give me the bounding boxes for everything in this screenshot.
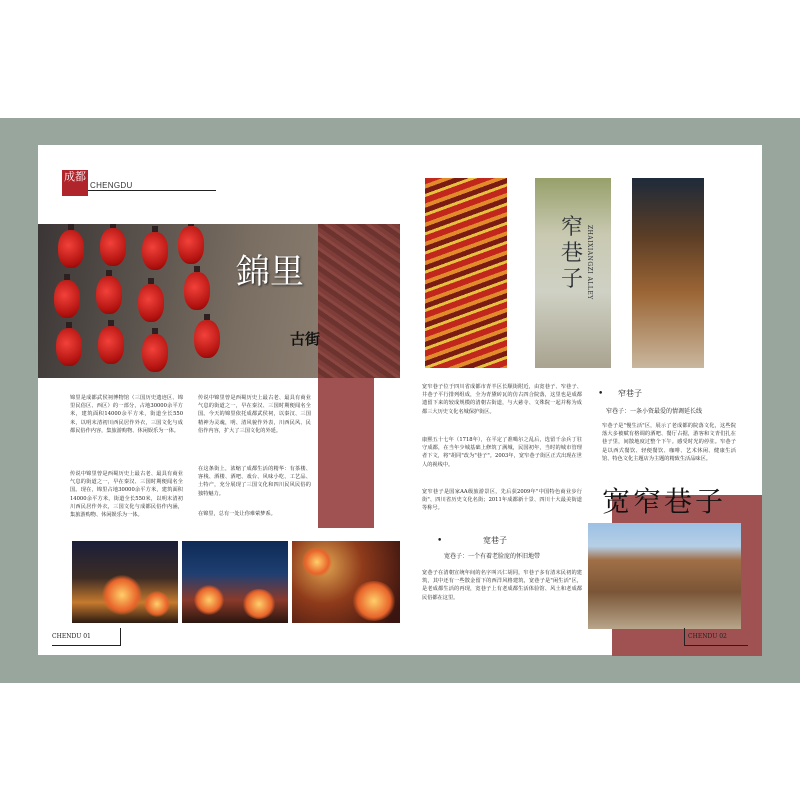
section-title-wide-alley: 宽巷子 [483,536,507,545]
hero-calligraphy-title: 錦里 [236,252,304,292]
body-paragraph: 窄巷子是"慢生活"区，展示了老成都的院落文化，这些院落大多被赋有格调的酒吧、餐厅占据，游客和文青们扎在巷子里，间散地度过整个下午。感受时光的停驻。窄巷子是以西式餐饮、轻便餐饮、咖啡、艺术休闲、健康生活馆、特色文化主题店为主题的精致生活品味区。 [602,423,736,462]
section-bullet: • [598,389,604,399]
lantern-image [142,334,168,372]
lantern-image [100,228,126,266]
footer-divider [120,628,121,646]
calligraphy-title-kuanzhai: 宽窄巷子 [602,485,727,518]
lantern-image [142,232,168,270]
lantern-image [58,230,84,268]
body-paragraph: 康熙五十七年（1718年），在平定了准噶尔之乱后，选留千余兵丁驻守成都，在当年少城基础上修筑了满城，民国初年，当时的城市管理者下文，将"胡同"改为"巷子"。2003年，宽窄巷子街区正式出现在世人的视线中。 [422,437,582,468]
body-paragraph: 锦里是成都武侯祠博物馆（三国历史遗迹区、锦里民俗区、西区）的一部分，占地30000余平方米，建筑面积14000余平方米，街道全长550米，以明末清初川西民居作外衣，三国文化与成都民俗作内容，集旅游购物、休闲娱乐为一体。 [70,395,183,434]
section-bullet: • [437,536,443,546]
street-photo-thumbnail [72,541,178,623]
body-paragraph: 宽窄巷子位于四川省成都市青羊区长顺街附近，由宽巷子、窄巷子、井巷子平行排列组成，全为青黛砖瓦的仿古四合院落，这里也是成都遗留下来的较成规模的清朝古街道，与大慈寺、文殊院一起并称为成都三大历史文化名城保护街区。 [422,384,582,415]
lantern-image [138,284,164,322]
header-rule [88,190,216,191]
body-paragraph: 宽窄巷子是国家AA级旅游景区，先后获2009年"中国特色商业步行街"、四川省历史文化名街；2011年成都新十景、四川十大最美街道等称号。 [422,489,582,512]
footer-rule [52,645,120,646]
lantern-image [184,272,210,310]
brand-label: CHENGDU [90,181,133,190]
street-photo-thumbnail [182,541,288,623]
chengdu-seal-logo: 成都 [62,170,88,196]
body-paragraph: 在这条街上，浓缩了成都生活的精华：有茶楼、客栈、酒楼、酒吧、戏台、风味小吃、工艺品、土特产，充分展现了三国文化和四川民风民俗的独特魅力。 [198,466,311,497]
alley-sign-text: 窄巷子 [560,215,583,292]
page-footer-right: CHENDU 02 [688,633,727,640]
left-accent-panel [318,378,374,528]
hero-texture-panel [318,224,400,378]
body-paragraph: 传说中锦里曾是西蜀历史上最古老、最具有商业气息的街道之一，早在秦汉、三国时期便闻名全国。现在，锦里占地30000余平方米，建筑面积14000余平方米，街道全长550米，以明末清初川西民居作外衣，三国文化与成都民俗作内涵，集旅游购物、休闲娱乐为一体。 [70,471,183,519]
hero-lantern-photo [38,224,320,378]
carved-decoration-photo [425,178,507,368]
body-paragraph: 传说中锦里曾是西蜀历史上最古老、最具有商业气息的街道之一，早在秦汉、三国时期便闻名全国。今天的锦里依托成都武侯祠，以秦汉、三国精神为灵魂，明、清风貌作外表，川西民风、民俗作内容，扩大了三国文化的外延。 [198,395,311,434]
lantern-image [178,226,204,264]
page-footer-left: CHENDU 01 [52,633,91,640]
footer-rule [684,645,748,646]
body-paragraph: 宽巷子在清朝宣统年间的名字叫兴仁胡同，窄巷子多有清末民初的建筑，其中还有一些散金留下的西洋风格建筑，宽巷子是"闲生活"区，是老成都生活的再现，宽巷子上有老成都生活体验馆、风土和老成都民俗都在这里。 [422,570,582,601]
lantern-image [54,280,80,318]
lantern-image [194,320,220,358]
hero-calligraphy-subtitle: 古街 [290,330,321,348]
lantern-image [98,326,124,364]
alley-sign-latin: ZHAIXIANGZI ALLEY [586,225,593,300]
footer-divider [684,628,685,646]
section-subtitle-narrow-alley: 窄巷子：一条小资最爱的情调延长线 [606,408,703,415]
alley-street-photo [588,523,741,629]
section-subtitle-wide-alley: 宽巷子：一个有着老脸庞的怀旧地带 [444,553,541,560]
lantern-image [96,276,122,314]
courtyard-gate-photo [632,178,704,368]
section-title-narrow-alley: 窄巷子 [618,389,642,398]
street-photo-thumbnail [292,541,400,623]
body-paragraph: 在锦里，总有一处让你难萦梦系。 [198,511,276,517]
lantern-image [56,328,82,366]
